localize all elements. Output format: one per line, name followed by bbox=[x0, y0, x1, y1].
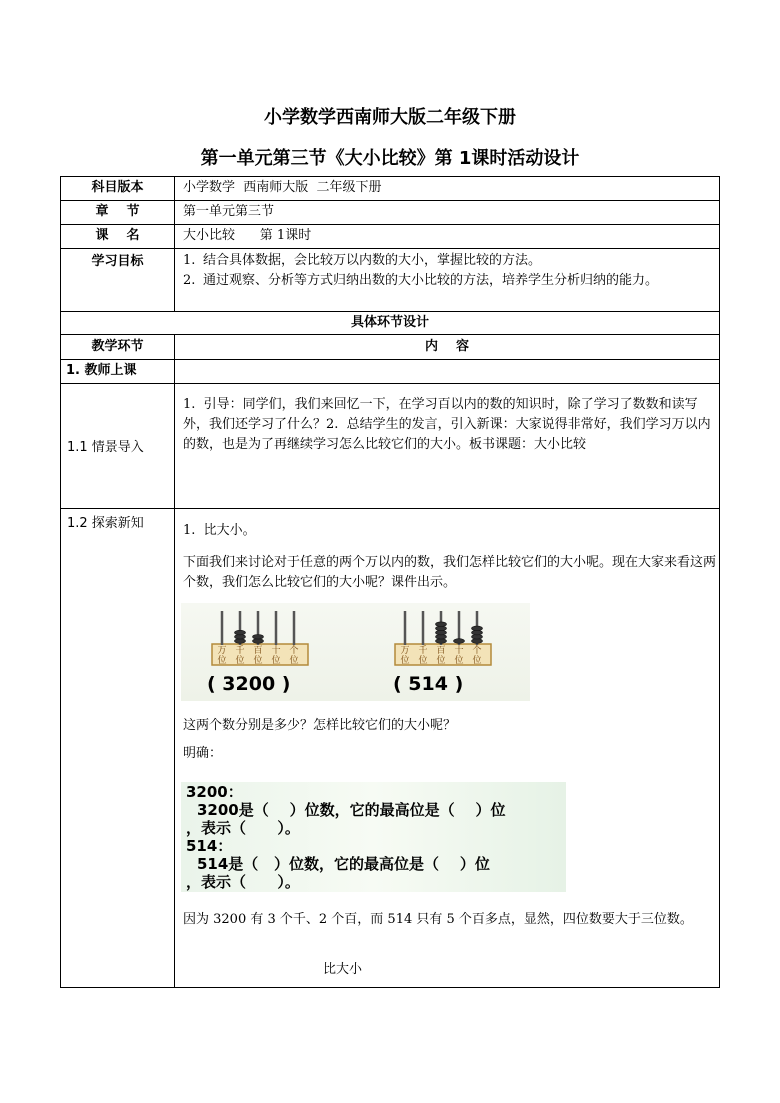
s12-question: 这两个数分别是多少？怎样比较它们的大小呢？ bbox=[183, 718, 457, 733]
fill-line-6: ，表示（ ）。 bbox=[186, 873, 300, 891]
right-abacus-bead bbox=[454, 639, 465, 644]
right-place-label: 千 bbox=[418, 646, 428, 656]
right-place-label: 位 bbox=[454, 656, 464, 666]
s12-subheading: 比大小 bbox=[323, 962, 363, 977]
design-header: 具体环节设计 bbox=[350, 315, 429, 330]
goal-text-1: 结合具体数据，会比较万以内数的大小，掌握比较的方法。 bbox=[203, 253, 542, 268]
s12-clarify: 明确： bbox=[183, 746, 223, 761]
fill-line-1: 3200： bbox=[186, 783, 243, 801]
fill-line-4: 514： bbox=[186, 837, 233, 855]
left-place-label: 位 bbox=[289, 656, 299, 666]
goal-item-1 bbox=[183, 251, 713, 271]
s12-label: 1.2 探索新知 bbox=[67, 516, 144, 531]
s11-text: 1. 引导：同学们，我们来回忆一下，在学习百以内的数的知识时，除了学习了数数和读写外，我们还学习了什么？2. 总结学生的发言，引入新课：大家说得非常好，我们学习万以内的数，也是为了再继续学习怎么比较它们的大小。板书课题：大小比较 bbox=[183, 397, 711, 452]
fill-in-image bbox=[181, 782, 566, 892]
title-line2: 第一单元第三节《大小比较》第 1课时活动设计 bbox=[200, 148, 580, 169]
left-place-label: 个 bbox=[289, 646, 299, 656]
s11-label: 1.1 情景导入 bbox=[67, 440, 144, 455]
right-place-label: 位 bbox=[400, 656, 410, 666]
right-place-label: 十 bbox=[454, 646, 464, 656]
left-place-label: 位 bbox=[217, 656, 227, 666]
col-stage-header: 教学环节 bbox=[91, 339, 144, 354]
fill-line-5: 514是（ ）位数，它的最高位是（ ）位 bbox=[197, 855, 490, 873]
chapter-value: 第一单元第三节 bbox=[183, 204, 275, 219]
right-place-label: 万 bbox=[400, 646, 410, 656]
goal-num-1: 1. bbox=[183, 253, 196, 268]
s12-p1: 下面我们来讨论对于任意的两个万以内的数，我们怎样比较它们的大小呢。现在大家来看这两个数，我们怎么比较它们的大小呢？课件出示。 bbox=[183, 555, 717, 590]
abacus-image bbox=[181, 603, 530, 701]
left-place-label: 位 bbox=[235, 656, 245, 666]
goal-num-2: 2. bbox=[183, 273, 196, 288]
col-content-header: 内 容 bbox=[424, 339, 470, 354]
right-place-label: 百 bbox=[436, 646, 446, 656]
abacus-right-number: ( 514 ) bbox=[393, 673, 464, 695]
left-abacus-bead bbox=[235, 630, 246, 635]
left-place-label: 百 bbox=[253, 646, 263, 656]
fill-line-3: ，表示（ ）。 bbox=[186, 819, 300, 837]
right-place-label: 位 bbox=[472, 656, 482, 666]
left-place-label: 万 bbox=[217, 646, 227, 656]
goal-text-2: 通过观察、分析等方式归纳出数的大小比较的方法，培养学生分析归纳的能力。 bbox=[203, 273, 659, 288]
goal-label: 学习目标 bbox=[91, 254, 144, 269]
abacus-left-number: ( 3200 ) bbox=[207, 673, 291, 695]
right-abacus-bead bbox=[472, 626, 483, 631]
subject-value: 小学数学 西南师大版 二年级下册 bbox=[183, 180, 382, 195]
lesson-label: 课 名 bbox=[95, 228, 140, 243]
left-place-label: 千 bbox=[235, 646, 245, 656]
right-place-label: 位 bbox=[436, 656, 446, 666]
title-line1: 小学数学西南师大版二年级下册 bbox=[264, 107, 516, 128]
right-place-label: 位 bbox=[418, 656, 428, 666]
left-place-label: 位 bbox=[253, 656, 263, 666]
left-place-label: 位 bbox=[271, 656, 281, 666]
chapter-label: 章 节 bbox=[95, 204, 140, 219]
section1-title: 1. 教师上课 bbox=[66, 363, 137, 378]
left-abacus-bead bbox=[253, 635, 264, 640]
fill-line-2: 3200是（ ）位数，它的最高位是（ ）位 bbox=[197, 801, 506, 819]
right-abacus-bead bbox=[436, 622, 447, 627]
right-place-label: 个 bbox=[472, 646, 482, 656]
s12-item1: 1. 比大小。 bbox=[183, 523, 256, 538]
lesson-value: 大小比较 第 1课时 bbox=[183, 228, 312, 243]
left-place-label: 十 bbox=[271, 646, 281, 656]
goal-item-2 bbox=[183, 271, 713, 291]
s12-p2: 因为 3200 有 3 个千、2 个百，而 514 只有 5 个百多点，显然，四位数要大于三位数。 bbox=[183, 912, 693, 927]
subject-label: 科目版本 bbox=[91, 180, 144, 195]
